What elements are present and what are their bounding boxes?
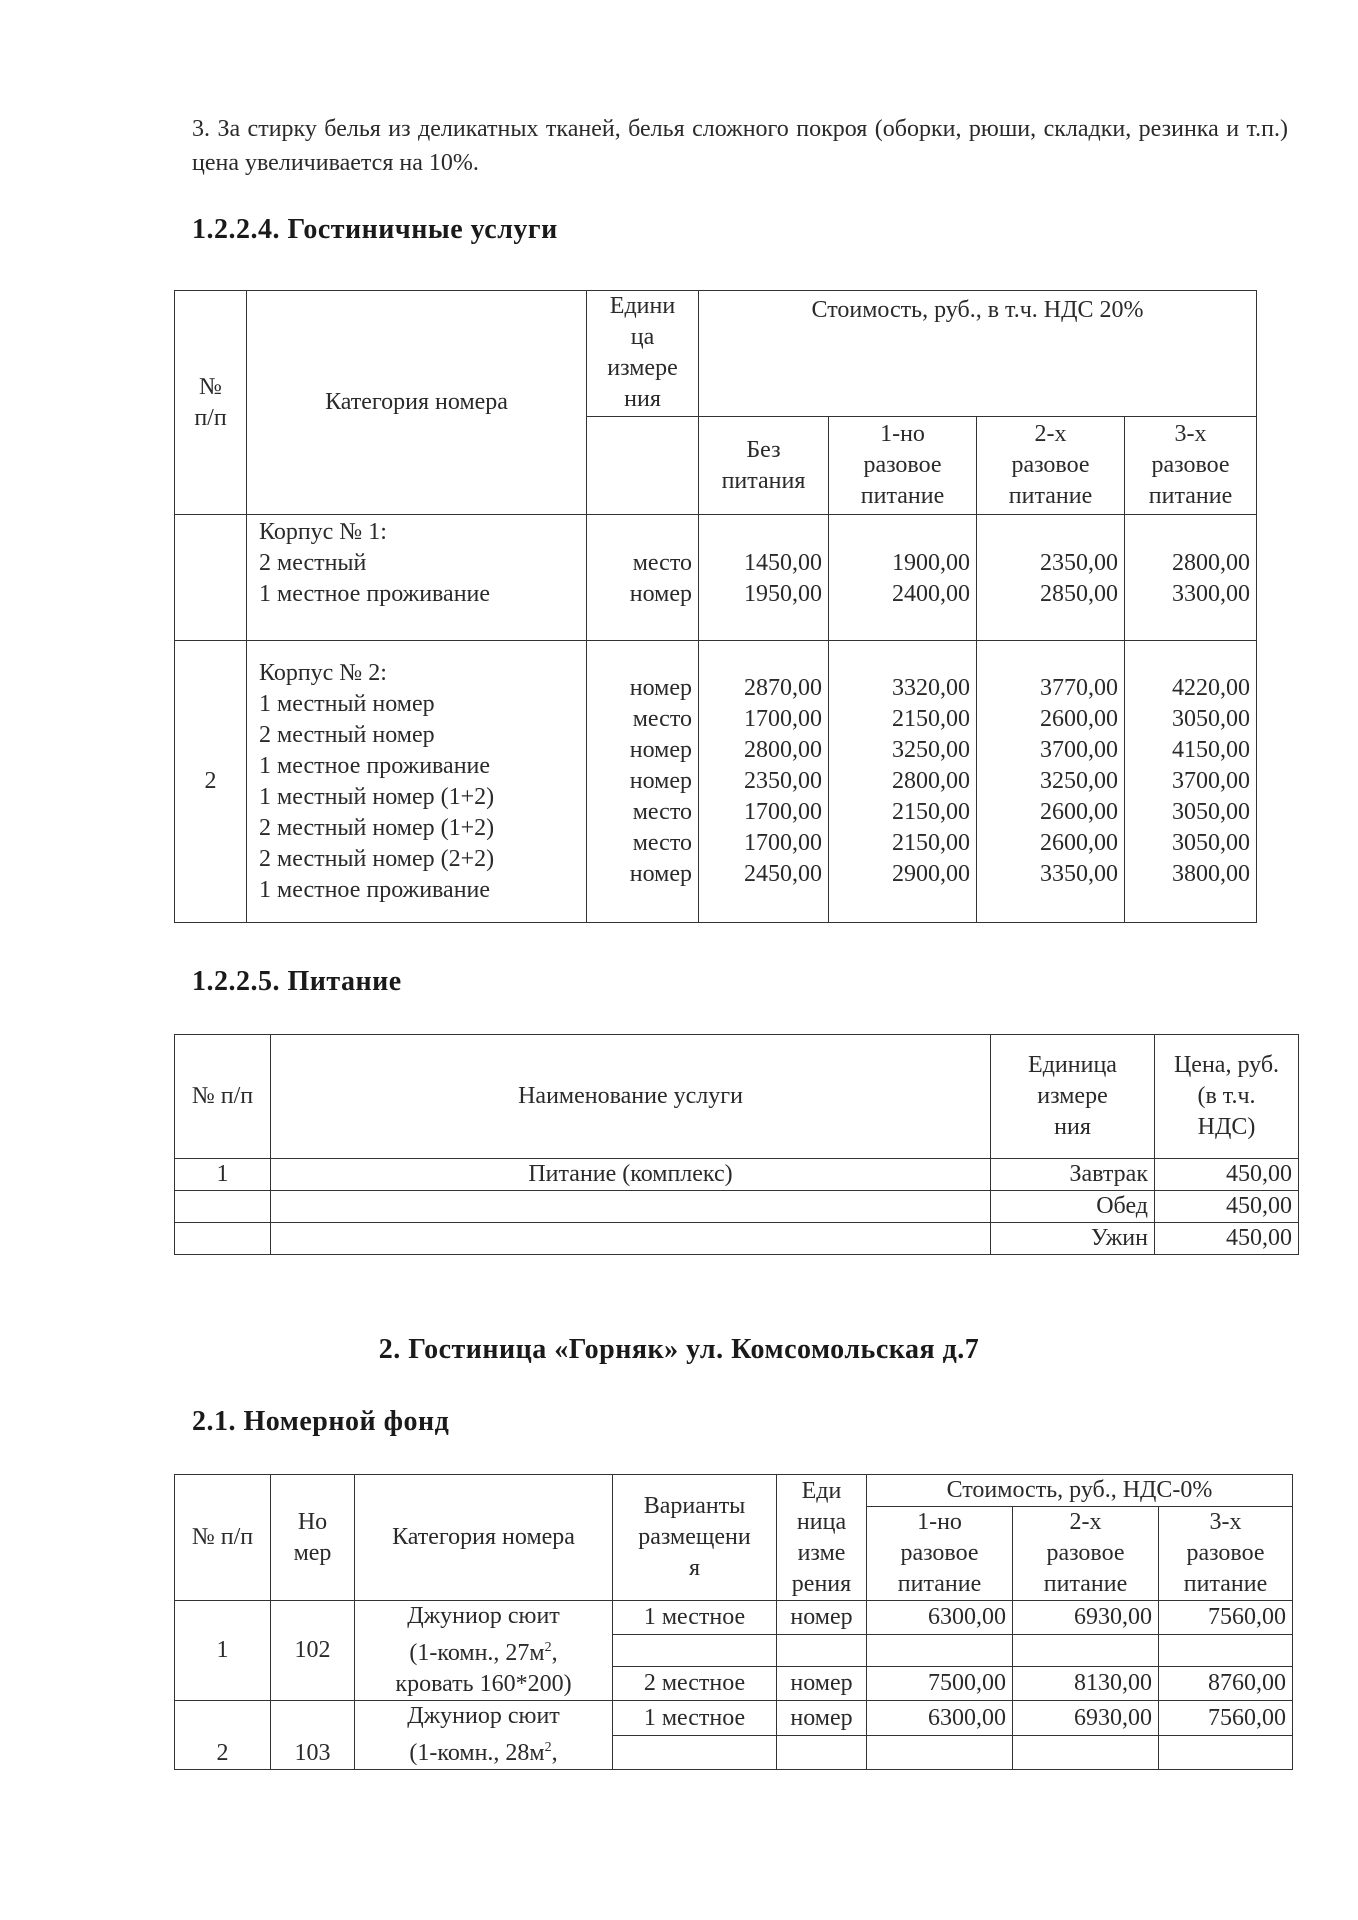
row-price-one-meal: 7500,00 [867, 1667, 1013, 1701]
row-price-two-meals: 3770,00 2600,00 3700,00 3250,00 2600,00 2600,00 3350,00 [977, 641, 1125, 923]
row-category [355, 1701, 613, 1770]
col-header-variants: Варианты размещени я [613, 1475, 777, 1601]
table-row [175, 1191, 1299, 1223]
heading-hotel-services: 1.2.2.4. Гостиничные услуги [192, 214, 558, 245]
table-row [175, 515, 1257, 641]
row-price-three-meals: 4220,00 3050,00 4150,00 3700,00 3050,00 3050,00 3800,00 [1125, 641, 1257, 923]
col-header-unit: Единица измере ния [991, 1035, 1155, 1159]
table-row [175, 1159, 1299, 1191]
empty-cell [777, 1736, 867, 1770]
row-unit: место номер [587, 515, 699, 641]
col-header-three-meals: 3-х разовое питание [1125, 417, 1257, 515]
row-price-two-meals: 6930,00 [1013, 1601, 1159, 1635]
col-header-category: Категория номера [247, 291, 587, 515]
row-num [175, 1223, 271, 1255]
row-category [355, 1601, 613, 1701]
col-header-cost: Стоимость, руб., в т.ч. НДС 20% [699, 291, 1257, 417]
heading-room-stock: 2.1. Номерной фонд [192, 1406, 450, 1437]
category-line: Джуниор сюит [407, 1703, 560, 1729]
col-header-one-meal: 1-но разовое питание [867, 1507, 1013, 1601]
col-header-price: Цена, руб. (в т.ч. НДС) [1155, 1035, 1299, 1159]
row-num: 1 [175, 1601, 271, 1701]
heading-hotel-gornyak: 2. Гостиница «Горняк» ул. Комсомольская д.7 [378, 1334, 980, 1365]
row-category: Корпус № 1: 2 местный 1 местное проживание [247, 515, 587, 641]
col-header-room: Но мер [271, 1475, 355, 1601]
row-num: 2 [175, 641, 247, 923]
row-category: Корпус № 2: 1 местный номер 2 местный номер 1 местное проживание 1 местный номер (1+2) 2 местный номер (1+2) 2 местный номер (2+2) 1 местное проживание [247, 641, 587, 923]
row-service-name [271, 1191, 991, 1223]
row-price-two-meals: 2350,00 2850,00 [977, 515, 1125, 641]
empty-cell [1013, 1634, 1159, 1667]
row-service-name [271, 1223, 991, 1255]
row-unit: Завтрак [991, 1159, 1155, 1191]
col-header-num: № п/п [175, 1475, 271, 1601]
row-price: 450,00 [1155, 1223, 1299, 1255]
col-header-no-meals: Без питания [699, 417, 829, 515]
row-price-no-meals: 1450,00 1950,00 [699, 515, 829, 641]
row-variant: 1 местное [613, 1701, 777, 1736]
empty-cell [587, 417, 699, 515]
empty-cell [1013, 1736, 1159, 1770]
meals-table [174, 1034, 1299, 1255]
empty-cell [1159, 1634, 1293, 1667]
table-row [175, 641, 1257, 923]
heading-meals: 1.2.2.5. Питание [192, 966, 402, 997]
row-service-name: Питание (комплекс) [271, 1159, 991, 1191]
row-price-three-meals: 2800,00 3300,00 [1125, 515, 1257, 641]
col-header-two-meals: 2-х разовое питание [977, 417, 1125, 515]
row-room: 102 [271, 1601, 355, 1701]
col-header-two-meals: 2-х разовое питание [1013, 1507, 1159, 1601]
col-header-unit: Едини ца измере ния [587, 291, 699, 417]
col-header-three-meals: 3-х разовое питание [1159, 1507, 1293, 1601]
table-row [175, 1223, 1299, 1255]
row-unit: номер [777, 1601, 867, 1635]
row-price-three-meals: 7560,00 [1159, 1601, 1293, 1635]
col-header-cost: Стоимость, руб., НДС-0% [867, 1475, 1293, 1507]
row-price-three-meals: 7560,00 [1159, 1701, 1293, 1736]
row-variant: 1 местное [613, 1601, 777, 1635]
room-stock-table [174, 1474, 1293, 1770]
col-header-unit: Еди ница изме рения [777, 1475, 867, 1601]
row-unit: Ужин [991, 1223, 1155, 1255]
table-row [175, 1701, 1293, 1736]
row-unit: Обед [991, 1191, 1155, 1223]
row-room: 103 [271, 1701, 355, 1770]
row-num [175, 515, 247, 641]
row-price-three-meals: 8760,00 [1159, 1667, 1293, 1701]
row-price-no-meals: 2870,00 1700,00 2800,00 2350,00 1700,00 1700,00 2450,00 [699, 641, 829, 923]
row-num: 2 [175, 1701, 271, 1770]
col-header-one-meal: 1-но разовое питание [829, 417, 977, 515]
hotel-services-table [174, 290, 1257, 923]
row-unit: номер [777, 1701, 867, 1736]
row-price-two-meals: 8130,00 [1013, 1667, 1159, 1701]
table-row [175, 1601, 1293, 1635]
empty-cell [1159, 1736, 1293, 1770]
category-line: Джуниор сюит [407, 1603, 560, 1629]
col-header-category: Категория номера [355, 1475, 613, 1601]
col-header-num: № п/п [175, 1035, 271, 1159]
col-header-service-name: Наименование услуги [271, 1035, 991, 1159]
row-price: 450,00 [1155, 1191, 1299, 1223]
intro-note: 3. За стирку белья из деликатных тканей, белья сложного покроя (оборки, рюши, складки, резинка и т.п.) цена увеличивается на 10%. [192, 116, 1288, 176]
empty-cell [867, 1736, 1013, 1770]
row-unit: номер [777, 1667, 867, 1701]
row-price: 450,00 [1155, 1159, 1299, 1191]
empty-cell [613, 1736, 777, 1770]
category-line: (1-комн., $28м^2$, [409, 1740, 558, 1766]
row-price-one-meal: 1900,00 2400,00 [829, 515, 977, 641]
row-price-two-meals: 6930,00 [1013, 1701, 1159, 1736]
category-line: кровать 160*200) [395, 1671, 572, 1697]
row-variant: 2 местное [613, 1667, 777, 1701]
empty-cell [867, 1634, 1013, 1667]
col-header-num: № п/п [175, 291, 247, 515]
row-num [175, 1191, 271, 1223]
row-num: 1 [175, 1159, 271, 1191]
row-unit: номер место номер номер место место номер [587, 641, 699, 923]
category-line: (1-комн., $27м^2$, [409, 1640, 558, 1666]
empty-cell [613, 1634, 777, 1667]
empty-cell [777, 1634, 867, 1667]
row-price-one-meal: 3320,00 2150,00 3250,00 2800,00 2150,00 2150,00 2900,00 [829, 641, 977, 923]
row-price-one-meal: 6300,00 [867, 1601, 1013, 1635]
row-price-one-meal: 6300,00 [867, 1701, 1013, 1736]
